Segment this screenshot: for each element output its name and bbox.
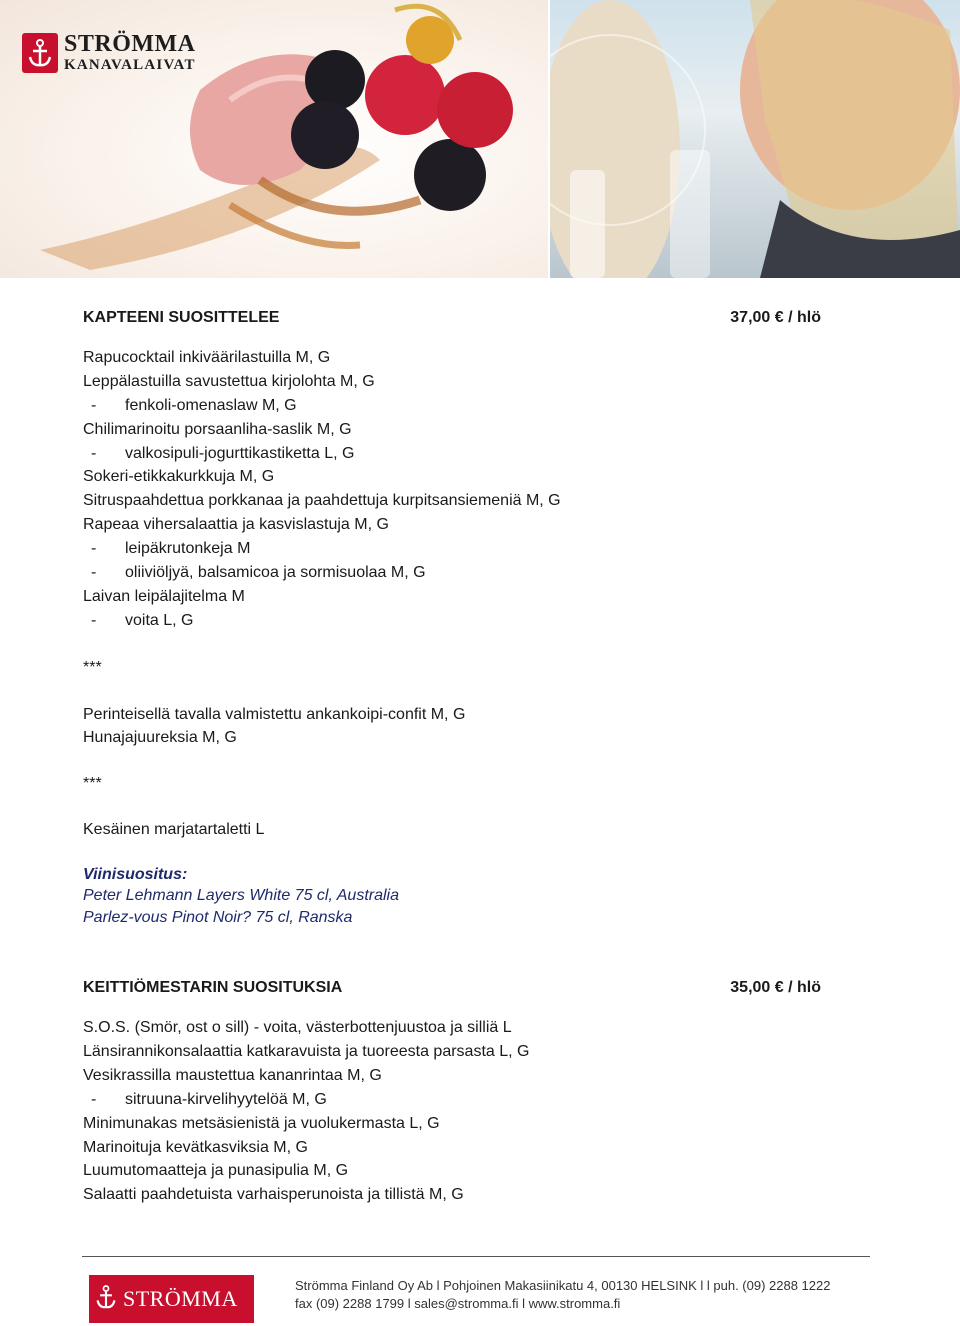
logo-subtitle: KANAVALAIVAT <box>64 57 196 73</box>
section-header <box>83 300 843 336</box>
bullet-dash: - <box>91 1090 97 1108</box>
menu-item: Salaatti paahdetuista varhaisperunoista ja tillistä M, G <box>83 1186 464 1204</box>
menu-subitem-text: sitruuna-kirvelihyytelöä M, G <box>125 1090 327 1108</box>
menu-subitem <box>83 442 843 466</box>
menu-item: Vesikrassilla maustettua kananrintaa M, G <box>83 1066 382 1084</box>
wine-item: Peter Lehmann Layers White 75 cl, Australia <box>83 887 400 905</box>
menu-subitem <box>83 561 843 585</box>
menu-item-list <box>83 1016 843 1207</box>
menu-subitem-text: leipäkrutonkeja M <box>125 540 251 558</box>
menu-item: Leppälastuilla savustettua kirjolohta M, G <box>83 372 375 390</box>
menu-item: Luumutomaatteja ja punasipulia M, G <box>83 1162 349 1180</box>
menu-subitem <box>83 394 843 418</box>
menu-subitem <box>83 537 843 561</box>
people-photo <box>550 0 960 278</box>
menu-item: Marinoituja kevätkasviksia M, G <box>83 1138 308 1156</box>
section-header <box>83 976 843 1000</box>
menu-subitem-text: fenkoli-omenaslaw M, G <box>125 396 297 414</box>
menu-subitem <box>83 609 843 633</box>
menu-item: Laivan leipälajitelma M <box>83 587 245 605</box>
dessert-item: Kesäinen marjatartaletti L <box>83 821 265 839</box>
anchor-icon <box>22 33 58 73</box>
separator: *** <box>83 775 102 793</box>
menu-item: Rapucocktail inkiväärilastuilla M, G <box>83 349 331 366</box>
menu-item: Länsirannikonsalaattia katkaravuista ja tuoreesta parsasta L, G <box>83 1043 530 1061</box>
logo-name: STRÖMMA <box>64 31 196 57</box>
section-price: 37,00 € / hlö <box>730 309 821 326</box>
menu-item: Sitruspaahdettua porkkanaa ja paahdettuja kurpitsansiemeniä M, G <box>83 492 561 510</box>
menu-item: Sokeri-etikkakurkkuja M, G <box>83 468 275 486</box>
bullet-dash: - <box>91 444 97 462</box>
bullet-dash: - <box>91 396 97 414</box>
menu-subitem-text: oliiviöljyä, balsamicoa ja sormisuolaa M, G <box>125 564 426 582</box>
menu-item: S.O.S. (Smör, ost o sill) - voita, västerbottenjuustoa ja silliä L <box>83 1019 512 1037</box>
menu-item: Perinteisellä tavalla valmistettu ankankoipi-confit M, G <box>83 705 466 723</box>
footer-brand-name: STRÖMMA <box>123 1286 238 1311</box>
footer-divider <box>82 1256 870 1257</box>
hero-banner <box>0 0 960 278</box>
section-price: 35,00 € / hlö <box>730 979 821 997</box>
section-title: KEITTIÖMESTARIN SUOSITUKSIA <box>83 979 343 997</box>
anchor-icon <box>95 1283 117 1316</box>
menu-subitem-text: valkosipuli-jogurttikastiketta L, G <box>125 444 355 462</box>
section-title: KAPTEENI SUOSITTELEE <box>83 309 280 326</box>
menu-subitem-text: voita L, G <box>125 611 194 629</box>
menu-item: Rapeaa vihersalaattia ja kasvislastuja M, G <box>83 516 389 534</box>
menu-item-list <box>83 346 843 633</box>
bullet-dash: - <box>91 540 97 558</box>
menu-item: Chilimarinoitu porsaanliha-saslik M, G <box>83 420 352 438</box>
footer-address: Strömma Finland Oy Ab l Pohjoinen Makasiinikatu 4, 00130 HELSINK l l puh. (09) 2288 1222 <box>295 1278 831 1293</box>
bullet-dash: - <box>91 611 97 629</box>
footer-contact <box>295 1277 830 1313</box>
wine-item: Parlez-vous Pinot Noir? 75 cl, Ranska <box>83 909 353 927</box>
people-illustration <box>550 0 960 278</box>
menu-subitem <box>83 1088 843 1112</box>
menu-item: Hunajajuureksia M, G <box>83 729 237 747</box>
separator: *** <box>83 658 102 676</box>
menu-content <box>83 300 843 1207</box>
stromma-logo <box>22 32 196 73</box>
footer-logo <box>89 1275 254 1323</box>
menu-item: Minimunakas metsäsienistä ja vuolukermasta L, G <box>83 1114 440 1132</box>
wine-label: Viinisuositus: <box>83 866 188 884</box>
bullet-dash: - <box>91 564 97 582</box>
footer-contact-line: fax (09) 2288 1799 l sales@stromma.fi l www.stromma.fi <box>295 1296 621 1311</box>
